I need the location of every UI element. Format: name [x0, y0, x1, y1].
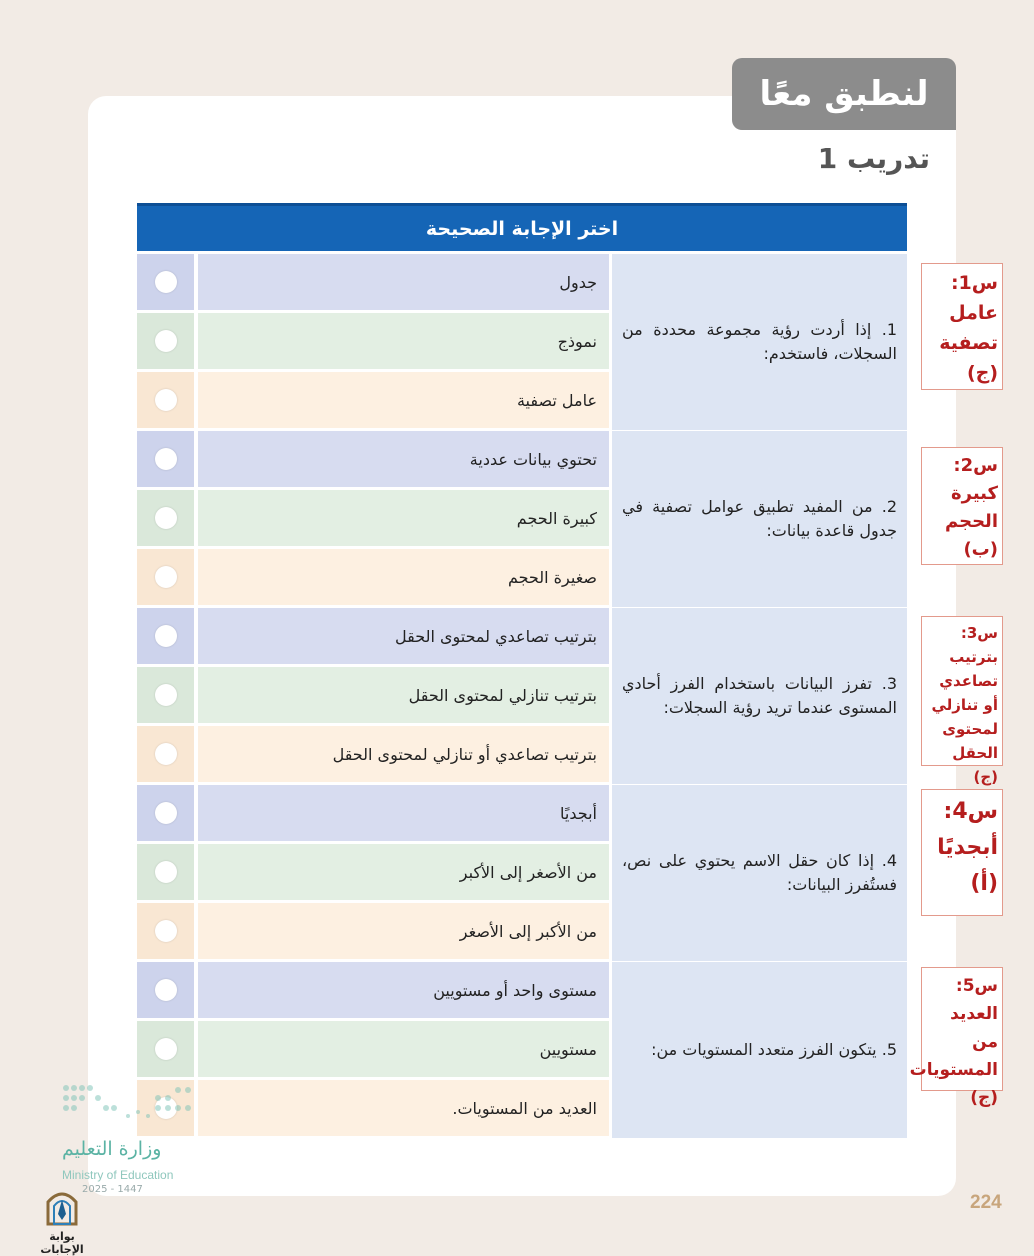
answers-portal-logo [28, 1184, 96, 1256]
exercise-title: تدريب 1 [817, 142, 930, 175]
answer-text: العديد من المستويات [909, 1004, 998, 1080]
radio-circle-icon[interactable] [155, 861, 177, 883]
radio-circle-icon[interactable] [155, 743, 177, 765]
answer-box-4 [921, 789, 1003, 916]
answer-choice: (ب) [963, 539, 998, 560]
pen-nib-icon [42, 1184, 82, 1228]
option-label[interactable]: صغيرة الحجم [198, 549, 609, 605]
radio-option-4c[interactable] [137, 903, 194, 959]
radio-option-3a[interactable] [137, 608, 194, 664]
radio-option-4a[interactable] [137, 785, 194, 841]
option-label[interactable]: أبجديًا [198, 785, 609, 841]
radio-option-4b[interactable] [137, 844, 194, 900]
radio-circle-icon[interactable] [155, 920, 177, 942]
radio-circle-icon[interactable] [155, 271, 177, 293]
option-label[interactable]: من الأكبر إلى الأصغر [198, 903, 609, 959]
radio-option-3b[interactable] [137, 667, 194, 723]
radio-circle-icon[interactable] [155, 389, 177, 411]
question-text: 3. تفرز البيانات باستخدام الفرز أحادي المستوى عندما تريد رؤية السجلات: [612, 608, 907, 784]
option-label[interactable]: من الأصغر إلى الأكبر [198, 844, 609, 900]
option-label[interactable]: بترتيب تصاعدي لمحتوى الحقل [198, 608, 609, 664]
radio-circle-icon[interactable] [155, 1038, 177, 1060]
radio-option-2a[interactable] [137, 431, 194, 487]
answer-text: كبيرة الحجم [945, 483, 998, 532]
question-text: 5. يتكون الفرز متعدد المستويات من: [612, 962, 907, 1138]
question-group-5 [137, 962, 907, 1138]
answer-label: س1: [950, 272, 998, 294]
question-group-3 [137, 608, 907, 784]
question-group-4 [137, 785, 907, 961]
radio-option-1a[interactable] [137, 254, 194, 310]
option-label[interactable]: العديد من المستويات. [198, 1080, 609, 1136]
option-label[interactable]: تحتوي بيانات عددية [198, 431, 609, 487]
option-label[interactable]: عامل تصفية [198, 372, 609, 428]
answer-label: س3: [960, 624, 998, 642]
answer-label: س2: [953, 455, 998, 476]
answer-text: أبجديًا [937, 835, 998, 860]
question-text: 2. من المفيد تطبيق عوامل تصفية في جدول قاعدة بيانات: [612, 431, 907, 607]
answer-box-1 [921, 263, 1003, 390]
answer-label: س5: [955, 976, 998, 996]
question-group-1 [137, 254, 907, 430]
logo-text: بوابة الإجابات [40, 1230, 84, 1256]
radio-option-1c[interactable] [137, 372, 194, 428]
question-group-2 [137, 431, 907, 607]
answer-choice: (ج) [973, 768, 998, 786]
option-label[interactable]: كبيرة الحجم [198, 490, 609, 546]
answer-text: بترتيب تصاعدي أو تنازلي لمحتوى الحقل [931, 648, 998, 762]
radio-circle-icon[interactable] [155, 625, 177, 647]
radio-option-5a[interactable] [137, 962, 194, 1018]
radio-option-1b[interactable] [137, 313, 194, 369]
answer-box-3 [921, 616, 1003, 786]
radio-circle-icon[interactable] [155, 566, 177, 588]
answer-choice: (ج) [970, 1088, 998, 1108]
option-label[interactable]: نموذج [198, 313, 609, 369]
ministry-name-arabic: وزارة التعليم [62, 1138, 162, 1160]
option-label[interactable]: مستوى واحد أو مستويين [198, 962, 609, 1018]
radio-circle-icon[interactable] [155, 507, 177, 529]
table-header: اختر الإجابة الصحيحة [137, 203, 907, 251]
answer-choice: (أ) [970, 871, 998, 896]
radio-circle-icon[interactable] [155, 802, 177, 824]
answer-box-5 [909, 967, 1003, 1108]
radio-option-2c[interactable] [137, 549, 194, 605]
radio-circle-icon[interactable] [155, 684, 177, 706]
answer-label: س4: [943, 799, 998, 824]
answer-box-2 [921, 447, 1003, 565]
section-title: لنطبق معًا [732, 58, 956, 130]
option-label[interactable]: بترتيب تصاعدي أو تنازلي لمحتوى الحقل [198, 726, 609, 782]
page-number: 224 [970, 1192, 1002, 1213]
ministry-year: 2025 - 1447 [82, 1184, 143, 1195]
ministry-name-english: Ministry of Education [62, 1168, 174, 1182]
radio-option-5b[interactable] [137, 1021, 194, 1077]
option-label[interactable]: جدول [198, 254, 609, 310]
question-text: 1. إذا أردت رؤية مجموعة محددة من السجلات، فاستخدم: [612, 254, 907, 430]
answer-choice: (ج) [966, 362, 998, 384]
question-text: 4. إذا كان حقل الاسم يحتوي على نص، فستُفرز البيانات: [612, 785, 907, 961]
option-label[interactable]: مستويين [198, 1021, 609, 1077]
option-label[interactable]: بترتيب تنازلي لمحتوى الحقل [198, 667, 609, 723]
radio-circle-icon[interactable] [155, 330, 177, 352]
radio-circle-icon[interactable] [155, 448, 177, 470]
radio-option-2b[interactable] [137, 490, 194, 546]
radio-circle-icon[interactable] [155, 979, 177, 1001]
answer-text: عامل تصفية [939, 302, 998, 354]
radio-option-3c[interactable] [137, 726, 194, 782]
